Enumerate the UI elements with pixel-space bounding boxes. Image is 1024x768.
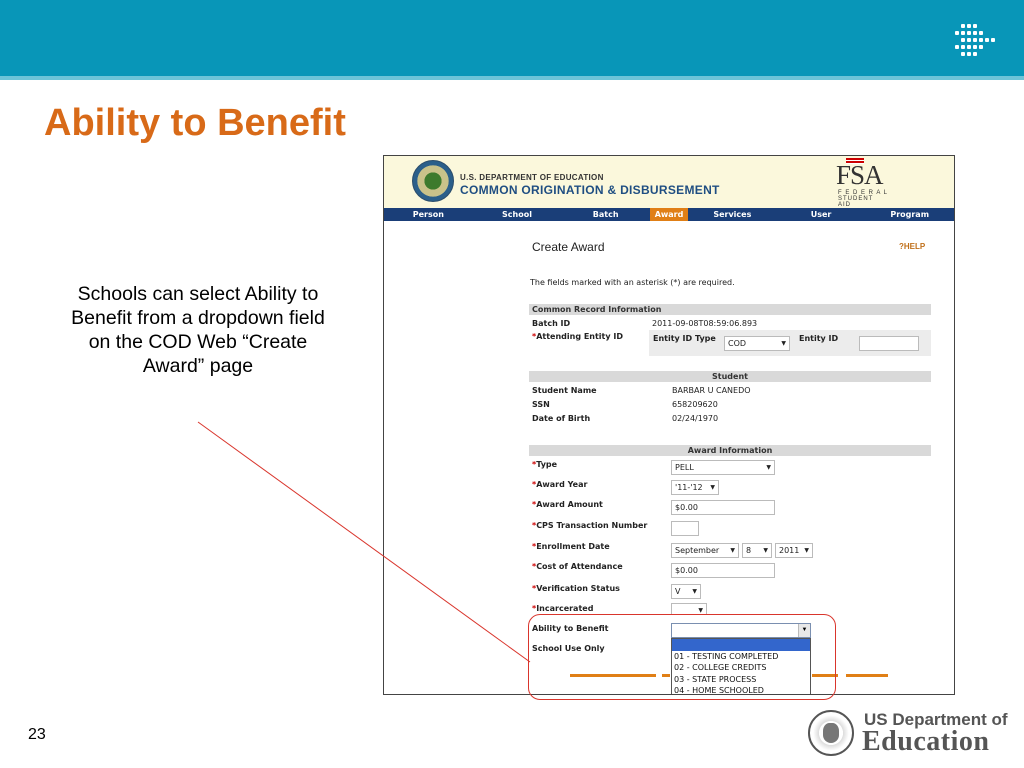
enrollment-date-label-text: Enrollment Date: [536, 542, 610, 551]
chevron-down-icon: ▼: [730, 547, 735, 554]
award-amount-label: *Award Amount: [532, 500, 603, 509]
enrollment-date-label: *Enrollment Date: [532, 542, 610, 551]
dot: [979, 38, 983, 42]
entity-id-label: Entity ID: [799, 334, 839, 343]
dot: [979, 31, 983, 35]
cost-of-attendance-label-text: Cost of Attendance: [536, 562, 623, 571]
ssn-label: SSN: [532, 400, 550, 409]
ed-logo-line1: US Department of: [864, 710, 1008, 729]
ed-logo-line2: Education: [862, 726, 990, 757]
dot: [967, 31, 971, 35]
ability-to-benefit-label: Ability to Benefit: [532, 624, 609, 633]
chevron-down-icon: ▼: [698, 607, 703, 614]
fsa-logo-subtitle: [838, 190, 888, 208]
atb-option-04[interactable]: 04 - HOME SCHOOLED: [674, 686, 764, 695]
verification-status-label: *Verification Status: [532, 584, 620, 593]
verification-status-select[interactable]: [671, 584, 701, 599]
cost-of-attendance-label: *Cost of Attendance: [532, 562, 623, 571]
attending-entity-label-text: Attending Entity ID: [536, 332, 623, 341]
dot: [973, 45, 977, 49]
dot: [961, 52, 965, 56]
dot: [979, 45, 983, 49]
nav-person[interactable]: Person: [412, 210, 444, 219]
dot: [967, 45, 971, 49]
award-info-heading: Award Information: [529, 445, 931, 456]
type-value: PELL: [675, 463, 694, 472]
nav-batch[interactable]: Batch: [592, 210, 619, 219]
top-band: [0, 0, 1024, 76]
chevron-down-icon: ▼: [766, 464, 771, 471]
cod-header-line2: COMMON ORIGINATION & DISBURSEMENT: [460, 183, 720, 197]
help-label: HELP: [903, 242, 926, 251]
cps-label: *CPS Transaction Number: [532, 521, 648, 530]
dot: [955, 31, 959, 35]
award-amount-input[interactable]: $0.00: [671, 500, 775, 515]
dot: [961, 24, 965, 28]
student-name-label: Student Name: [532, 386, 597, 395]
chevron-down-icon: ▼: [710, 484, 715, 491]
cps-label-text: CPS Transaction Number: [536, 521, 648, 530]
cod-navbar: [384, 208, 954, 221]
page-title: Create Award: [532, 240, 605, 254]
dot: [991, 38, 995, 42]
common-record-heading: Common Record Information: [529, 304, 931, 315]
cost-of-attendance-input[interactable]: $0.00: [671, 563, 775, 578]
chevron-down-icon: ▼: [763, 547, 768, 554]
ssn-value: 658209620: [672, 400, 718, 409]
award-year-label: *Award Year: [532, 480, 588, 489]
orange-divider: [846, 674, 888, 677]
award-year-select[interactable]: [671, 480, 719, 495]
fsa-logo-text: FSA: [836, 160, 883, 190]
enrollment-year-select[interactable]: [775, 543, 813, 558]
help-link[interactable]: [899, 242, 925, 251]
ed-seal-icon: [412, 160, 454, 202]
student-heading: Student: [529, 371, 931, 382]
enrollment-year-value: 2011: [779, 546, 800, 555]
dot: [973, 31, 977, 35]
slide-number: 23: [28, 726, 46, 743]
type-select[interactable]: [671, 460, 775, 475]
type-label-text: Type: [536, 460, 558, 469]
dot: [961, 38, 965, 42]
enrollment-month-select[interactable]: [671, 543, 739, 558]
type-label: *Type: [532, 460, 558, 469]
slide-title: Ability to Benefit: [44, 102, 346, 144]
dob-value: 02/24/1970: [672, 414, 719, 423]
enrollment-day-select[interactable]: [742, 543, 772, 558]
student-name-value: BARBAR U CANEDO: [672, 386, 751, 395]
atb-option-01[interactable]: 01 - TESTING COMPLETED: [674, 651, 779, 661]
highlight-box: [528, 614, 836, 700]
fsa-sub1: F E D E R A L: [838, 190, 889, 196]
chevron-down-icon: ▼: [804, 547, 809, 554]
entity-id-input[interactable]: [859, 336, 919, 351]
verification-status-value: V: [675, 587, 681, 596]
top-band-divider: [0, 76, 1024, 80]
chevron-down-icon: ▼: [692, 588, 697, 595]
dot: [967, 38, 971, 42]
nav-program[interactable]: Program: [890, 210, 930, 219]
cod-header: [384, 156, 954, 208]
fsa-sub2: STUDENT AID: [838, 196, 874, 208]
entity-box: [649, 330, 931, 356]
dot: [973, 24, 977, 28]
dot: [955, 45, 959, 49]
dot-grid-logo-icon: [955, 24, 1001, 62]
chevron-down-icon: ▼: [781, 340, 786, 347]
entity-type-select[interactable]: [724, 336, 790, 351]
batch-id-value: 2011-09-08T08:59:06.893: [652, 319, 758, 328]
atb-option-03[interactable]: 03 - STATE PROCESS: [674, 674, 757, 684]
award-amount-label-text: Award Amount: [536, 500, 603, 509]
award-year-label-text: Award Year: [536, 480, 588, 489]
award-year-value: '11-'12: [675, 483, 703, 492]
fsa-logo: [836, 158, 889, 208]
chevron-down-icon[interactable]: ▼: [798, 624, 810, 637]
ed-seal-icon: [808, 710, 854, 756]
dot: [973, 38, 977, 42]
enrollment-month-value: September: [675, 546, 720, 555]
entity-type-label: Entity ID Type: [653, 334, 716, 343]
dot: [961, 31, 965, 35]
callout-text: Schools can select Ability to Benefit from a dropdown field on the COD Web “Create Award” page: [71, 283, 325, 377]
us-department-of-education-logo: [808, 708, 1018, 756]
incarcerated-label-text: Incarcerated: [536, 604, 594, 613]
help-icon: ?: [899, 242, 904, 251]
school-use-only-label: School Use Only: [532, 644, 605, 653]
incarcerated-label: *Incarcerated: [532, 604, 594, 613]
batch-id-label: Batch ID: [532, 319, 571, 328]
dot: [967, 52, 971, 56]
entity-type-value: COD: [728, 339, 747, 348]
required-note: The fields marked with an asterisk (*) are required.: [530, 278, 735, 287]
nav-award[interactable]: Award: [650, 208, 688, 221]
verification-status-label-text: Verification Status: [536, 584, 620, 593]
dot: [961, 45, 965, 49]
dob-label: Date of Birth: [532, 414, 591, 423]
enrollment-day-value: 8: [746, 546, 752, 555]
cod-header-line1: U.S. DEPARTMENT OF EDUCATION: [460, 173, 604, 182]
dot: [985, 38, 989, 42]
nav-user[interactable]: User: [810, 210, 832, 219]
atb-option-02[interactable]: 02 - COLLEGE CREDITS: [674, 663, 767, 672]
nav-school[interactable]: School: [502, 210, 532, 219]
dot: [973, 52, 977, 56]
nav-services[interactable]: Services: [713, 210, 752, 219]
dot: [967, 24, 971, 28]
cps-input[interactable]: [671, 521, 699, 536]
attending-entity-label: *Attending Entity ID: [532, 332, 623, 341]
